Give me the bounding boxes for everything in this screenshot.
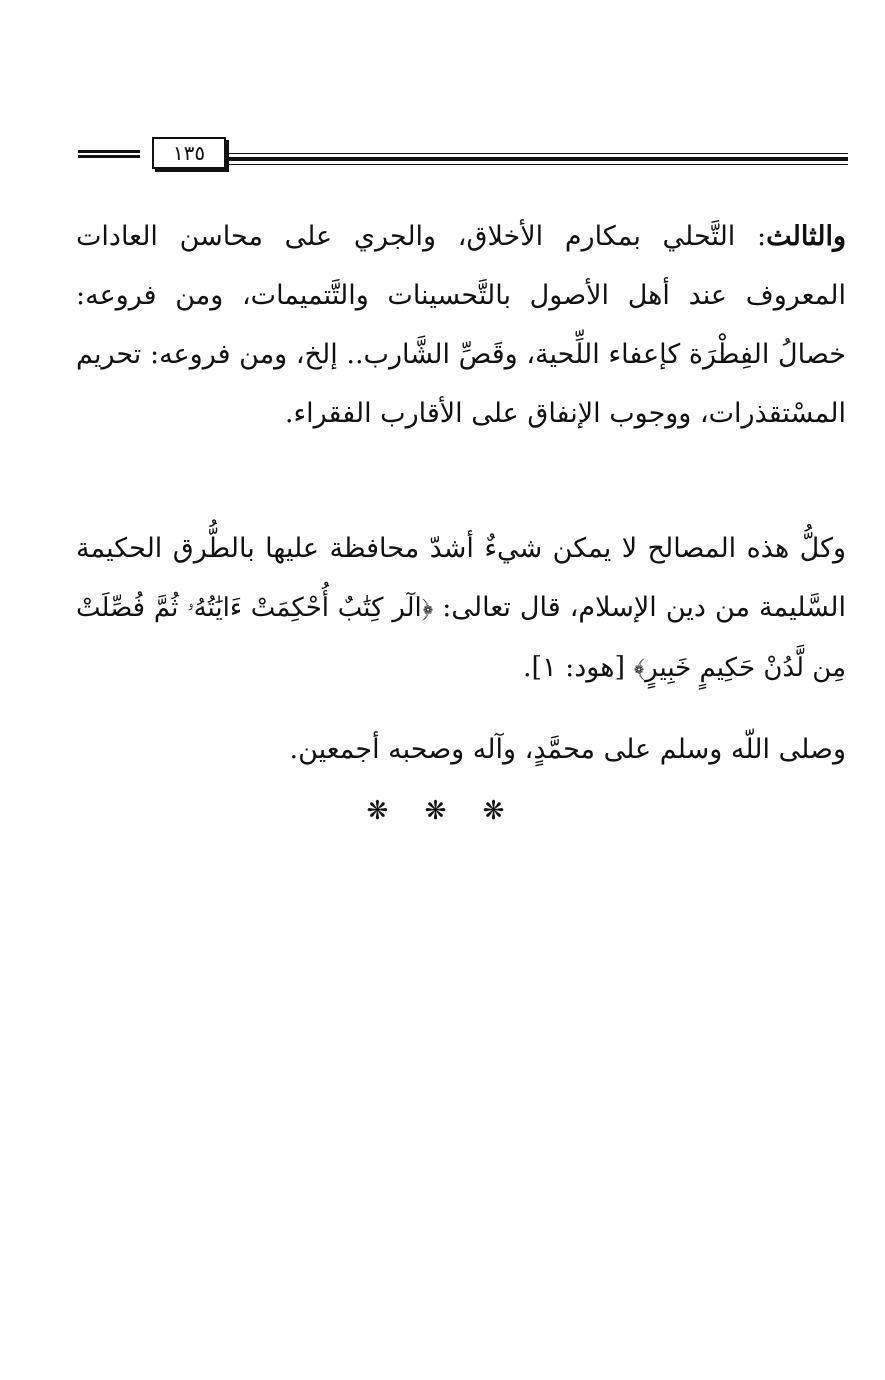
paragraph-text: وكلُّ هذه المصالح لا يمكن شيءٌ أشدّ محافظة عليها بالطُّرق الحكيمة السَّليمة من دين الإسلام، قال تعالى: xyxy=(76,533,846,623)
header-rule-left xyxy=(78,150,140,153)
page-header xyxy=(78,133,848,169)
paragraph-closing-prayer xyxy=(76,720,846,779)
header-rule-right-bottom xyxy=(228,164,848,165)
header-rule-right-thick xyxy=(228,157,848,161)
verse-reference: [هود: ١]. xyxy=(522,652,634,683)
paragraph-text: : التَّحلي بمكارم الأخلاق، والجري على محاسن العادات المعروف عند أهل الأصول بالتَّحسينات والتَّتميمات، ومن فروعه: خصالُ الفِطْرَة كإعفاء اللِّحية، وقَصِّ الشَّارب.. إلخ، ومن فروعه: تحريم المسْتقذرات، ووجوب الإنفاق على الأقارب الفقراء. xyxy=(76,221,846,429)
quran-verse: ﴿الٓر كِتَٰبٌ أُحْكِمَتْ ءَايَٰتُهُۥ ثُمَّ فُصِّلَتْ مِن لَّدُنْ حَكِيمٍ خَبِيرٍ﴾ xyxy=(76,593,846,683)
paragraph-lead-word: والثالث xyxy=(766,221,846,252)
paragraph-third-category xyxy=(76,207,846,443)
header-rule-left-lower xyxy=(78,155,140,158)
section-end-ornament: ❋ ❋ ❋ xyxy=(366,796,519,826)
paragraph-islam-preserves xyxy=(76,519,846,698)
header-rule-right-top xyxy=(228,153,848,154)
page-number: ١٣٥ xyxy=(152,137,226,169)
paragraph-text: وصلى اللّه وسلم على محمَّدٍ، وآله وصحبه أجمعين. xyxy=(289,734,846,765)
